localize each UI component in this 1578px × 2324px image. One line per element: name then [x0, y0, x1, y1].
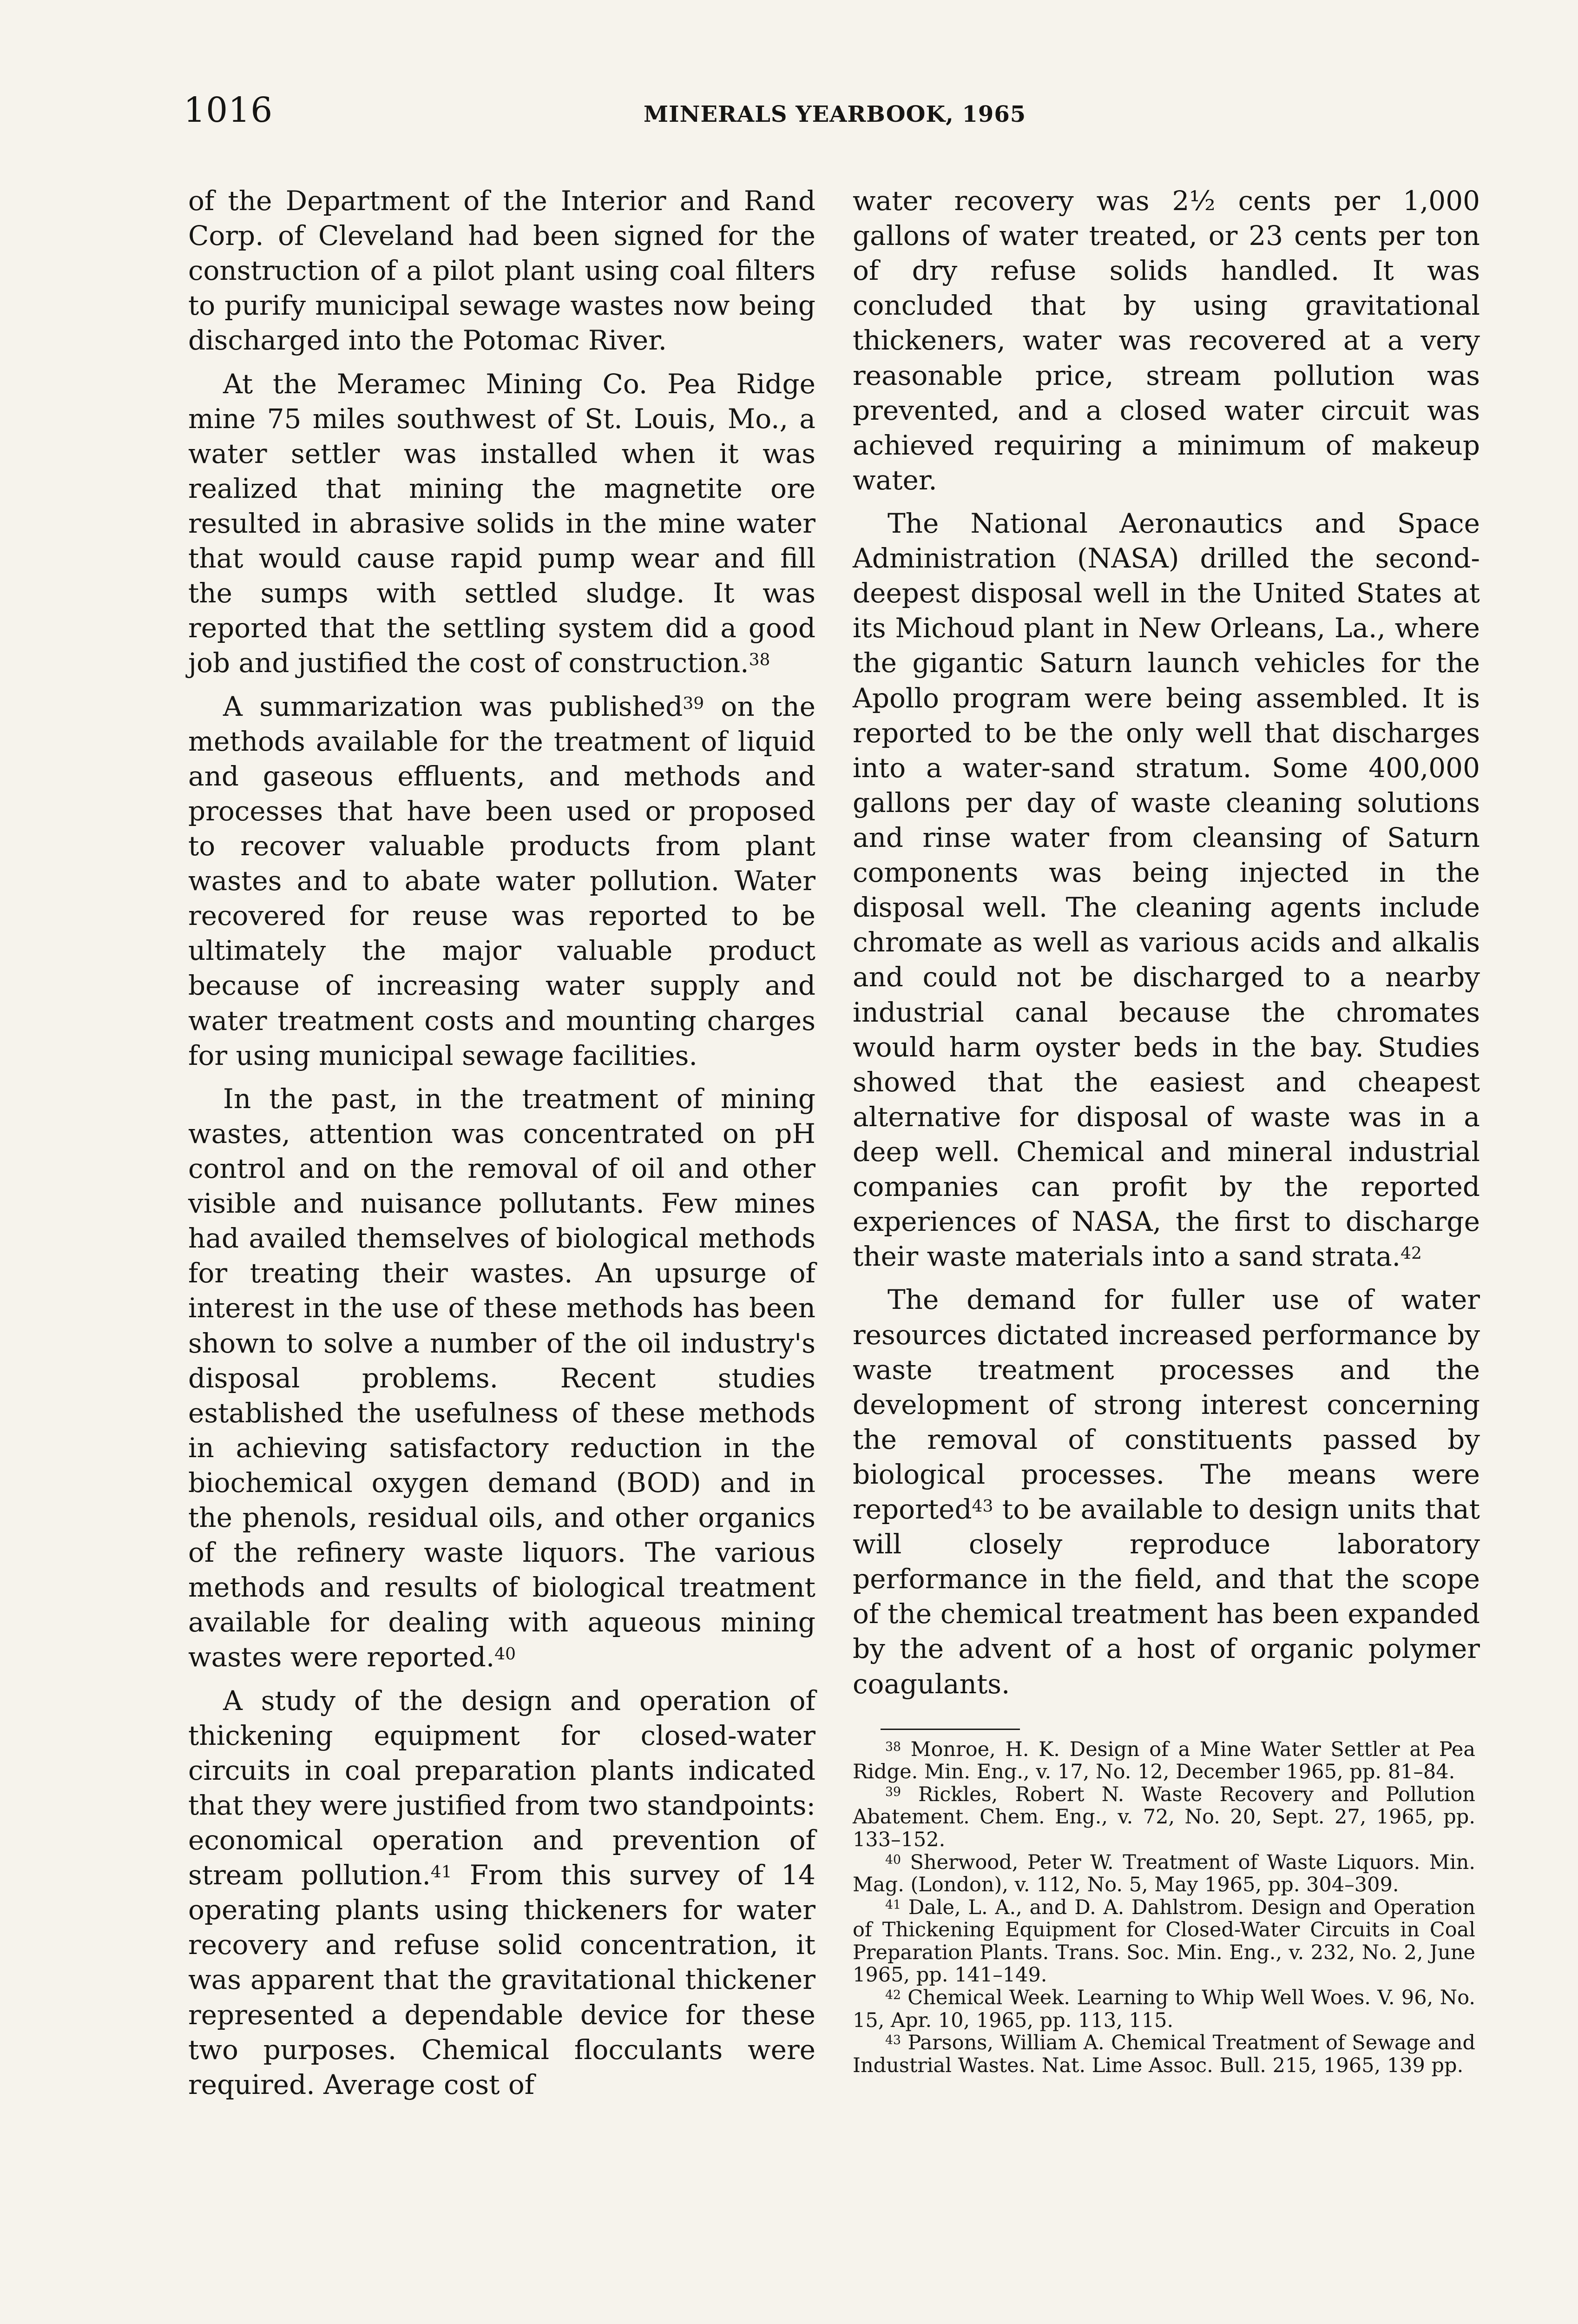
- right-paragraph-1: [853, 184, 1480, 498]
- right-paragraph-2-text: The National Aeronautics and Space Administration (NASA) drilled the second-deepest disposal well in the United States at its Michoud plant in New Orleans, La., where the gigantic Saturn launch vehicles for the Apollo program were being assembled. It is reported to be the only well that discharges into a water-sand stratum. Some 400,000 gallons per day of waste cleaning solutions and rinse water from cleansing of Saturn components was being injected in the disposal well. The cleaning agents include chromate as well as various acids and alkalis and could not be discharged to a nearby industrial canal because the chromates would harm oyster beds in the bay. Studies showed that the easiest and cheapest alternative for disposal of waste was in a deep well. Chemical and mineral industrial companies can profit by the reported experiences of NASA, the first to discharge their waste materials into a sand strata.: [853, 507, 1480, 1273]
- footnotes-section: [853, 1738, 1475, 2077]
- footnote-number-38: 38: [885, 1739, 901, 1754]
- footnote-reference-41: 41: [430, 1862, 452, 1882]
- footnote-reference-38: 38: [749, 650, 770, 670]
- left-paragraph-2-text: At the Meramec Mining Co. Pea Ridge mine 75 miles southwest of St. Louis, Mo., a water settler was installed when it was realized that mining the magnetite ore resulted in abrasive solids in the mine water that would cause rapid pump wear and fill the sumps with settled sludge. It was reported that the settling system did a good job and justified the cost of construction.: [188, 368, 815, 679]
- left-paragraph-3-text-before-note: A summarization was published: [223, 690, 683, 722]
- right-paragraph-1-text: water recovery was 2½ cents per 1,000 gallons of water treated, or 23 cents per ton of dry refuse solids handled. It was concluded that by using gravitational thickeners, water was recovered at a very reasonable price, stream pollution was prevented, and a closed water circuit was achieved requiring a minimum of makeup water.: [853, 185, 1480, 496]
- left-paragraph-5-text-after-note: From this survey of 14 operating plants using thickeners for water recovery and refuse solid concentration, it was apparent that the gravitational thickener represented a dependable device for these two purposes. Chemical flocculants were required. Average cost of: [188, 1859, 815, 2100]
- running-title: MINERALS YEARBOOK, 1965: [644, 101, 1026, 127]
- footnote-number-40: 40: [885, 1852, 901, 1867]
- page-header: [184, 90, 1473, 135]
- footnote-43: [853, 2032, 1475, 2077]
- footnote-38: [853, 1738, 1475, 1783]
- footnote-41: [853, 1896, 1475, 1987]
- footnote-number-43: 43: [885, 2033, 901, 2048]
- left-paragraph-1-text: of the Department of the Interior and Rand Corp. of Cleveland had been signed for the construction of a pilot plant using coal filters to purify municipal sewage wastes now being discharged into the Potomac River.: [188, 185, 815, 357]
- footnote-reference-40: 40: [494, 1644, 516, 1664]
- footnote-text-40: Sherwood, Peter W. Treatment of Waste Liquors. Min. Mag. (London), v. 112, No. 5, May 1965, pp. 304–309.: [853, 1850, 1475, 1897]
- right-text-column: [853, 184, 1480, 2077]
- left-paragraph-1: [188, 184, 815, 358]
- left-paragraph-2: [188, 367, 815, 681]
- footnote-number-42: 42: [885, 1987, 901, 2002]
- right-paragraph-3-text-after-note: to be available to design units that will closely reproduce laboratory performance in the field, and that the scope of the chemical treatment has been expanded by the advent of a host of organic polymer coagulants.: [853, 1493, 1480, 1700]
- footnote-divider: [881, 1729, 1020, 1730]
- footnote-reference-43: 43: [972, 1496, 993, 1516]
- left-paragraph-3-text-after-note: on the methods available for the treatment of liquid and gaseous effluents, and methods and processes that have been used or proposed to recover valuable products from plant wastes and to abate water pollution. Water recovered for reuse was reported to be ultimately the major valuable product because of increasing water supply and water treatment costs and mounting charges for using municipal sewage facilities.: [188, 690, 816, 1071]
- footnote-text-43: Parsons, William A. Chemical Treatment of Sewage and Industrial Wastes. Nat. Lime Assoc. Bull. 215, 1965, 139 pp.: [853, 2031, 1475, 2077]
- footnote-reference-42: 42: [1400, 1244, 1422, 1263]
- footnote-text-42: Chemical Week. Learning to Whip Well Woes. V. 96, No. 15, Apr. 10, 1965, pp. 113, 115.: [853, 1986, 1475, 2032]
- footnote-40: [853, 1851, 1475, 1896]
- footnote-text-38: Monroe, H. K. Design of a Mine Water Settler at Pea Ridge. Min. Eng., v. 17, No. 12, December 1965, pp. 81–84.: [853, 1737, 1475, 1784]
- page-number: 1016: [184, 90, 273, 130]
- right-paragraph-3-text-before-note: The demand for fuller use of water resources dictated increased performance by waste treatment processes and the development of strong interest concerning the removal of constituents passed by biological processes. The means were reported: [853, 1284, 1480, 1525]
- footnote-number-41: 41: [885, 1897, 901, 1912]
- left-text-column: [188, 184, 815, 2111]
- left-paragraph-3: [188, 689, 815, 1073]
- left-paragraph-4-text: In the past, in the treatment of mining wastes, attention was concentrated on pH control and on the removal of oil and other visible and nuisance pollutants. Few mines had availed themselves of biological methods for treating their wastes. An upsurge of interest in the use of these methods has been shown to solve a number of the oil industry's disposal problems. Recent studies established the usefulness of these methods in achieving satisfactory reduction in the biochemical oxygen demand (BOD) and in the phenols, residual oils, and other organics of the refinery waste liquors. The various methods and results of biological treatment available for dealing with aqueous mining wastes were reported.: [188, 1083, 815, 1673]
- footnote-reference-39: 39: [683, 693, 704, 713]
- footnote-text-41: Dale, L. A., and D. A. Dahlstrom. Design and Operation of Thickening Equipment for Closed-Water Circuits in Coal Preparation Plants. Trans. Soc. Min. Eng., v. 232, No. 2, June 1965, pp. 141–149.: [853, 1895, 1475, 1987]
- right-paragraph-3: [853, 1282, 1480, 1701]
- left-paragraph-5-text-before-note: A study of the design and operation of thickening equipment for closed-water circuits in coal preparation plants indicated that they were justified from two standpoints: economical operation and prevention of stream pollution.: [188, 1684, 815, 1891]
- footnote-number-39: 39: [885, 1784, 901, 1799]
- left-paragraph-5: [188, 1684, 815, 2102]
- right-paragraph-2: [853, 506, 1480, 1274]
- footnote-text-39: Rickles, Robert N. Waste Recovery and Pollution Abatement. Chem. Eng., v. 72, No. 20, Sept. 27, 1965, pp. 133–152.: [853, 1783, 1475, 1852]
- footnote-39: [853, 1783, 1475, 1851]
- footnote-42: [853, 1987, 1475, 2032]
- left-paragraph-4: [188, 1082, 815, 1675]
